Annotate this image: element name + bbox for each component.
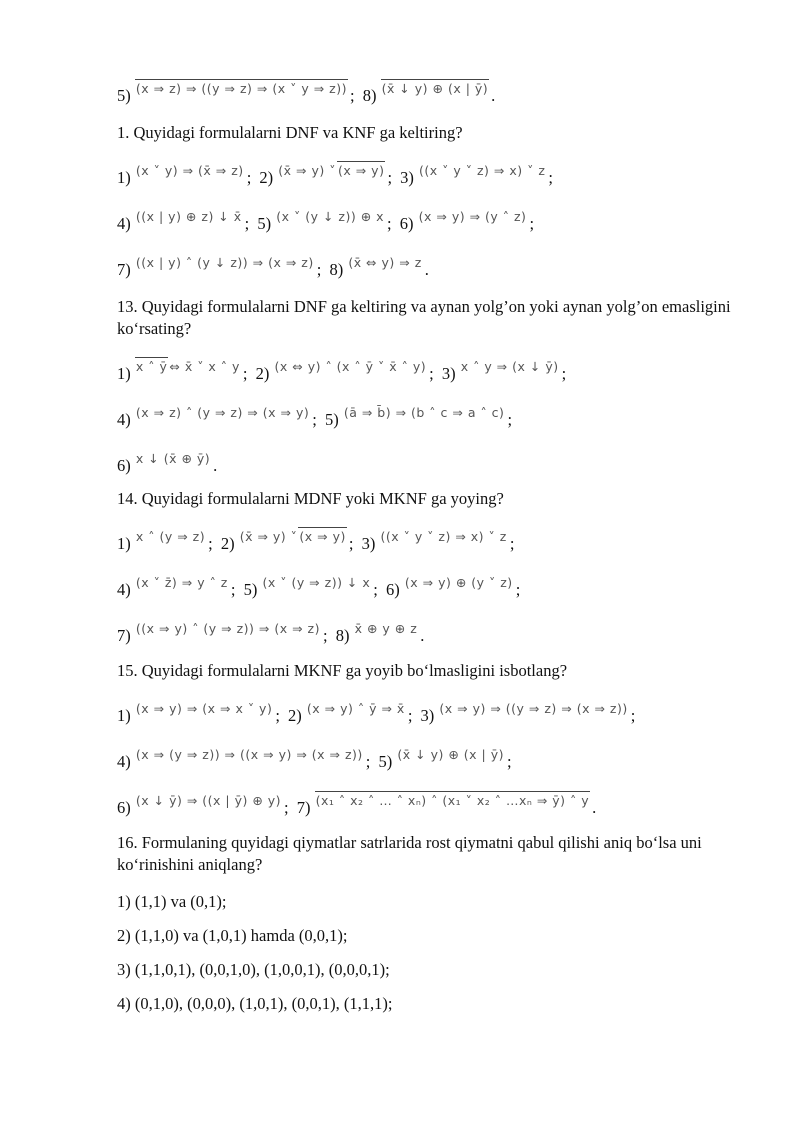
- section-14-line-3: [117, 621, 428, 646]
- formula-overlined: (x ⇒ y): [337, 163, 385, 178]
- separator: ;: [387, 168, 393, 187]
- item-number: 1): [117, 364, 131, 383]
- formula: ((x | y) ˄ (y ↓ z)) ⇒ (x ⇒ z): [135, 255, 314, 270]
- item-number: 5): [243, 580, 258, 599]
- section-13-line-2: [117, 405, 516, 430]
- item-number: 2): [255, 364, 270, 383]
- formula: (x̄ ⇒ y) ˅: [239, 529, 298, 544]
- formula: (x̄ ⇒ y) ˅: [278, 163, 336, 178]
- separator: ;: [407, 706, 413, 725]
- separator: ;: [316, 260, 322, 279]
- formula: (x ⇒ z) ˄ (y ⇒ z) ⇒ (x ⇒ y): [135, 405, 310, 420]
- item-number: 7): [117, 260, 131, 279]
- list-item: 1) (1,1) va (0,1);: [117, 892, 227, 911]
- section-14-heading: 14. Quyidagi formulalarni MDNF yoki MKNF ga yoying?: [117, 489, 504, 508]
- item-number: 7): [117, 626, 131, 645]
- formula: (x̄ ↓ y) ⊕ (x | ȳ): [381, 81, 489, 96]
- section-16-heading: 16. Formulaning quyidagi qiymatlar satrlarida rost qiymatni qabul qilishi aniq bo‘lsa uni ko‘rinishini aniqlang?: [117, 833, 702, 874]
- item-number: 2): [259, 168, 274, 187]
- separator: ;: [506, 752, 512, 771]
- separator: .: [491, 86, 496, 105]
- item-number: 1): [117, 168, 131, 187]
- item-number: 5): [257, 214, 272, 233]
- separator: ;: [246, 168, 252, 187]
- item-number: 8): [329, 260, 344, 279]
- item-number: 2): [288, 706, 302, 725]
- list-item: 4) (0,1,0), (0,0,0), (1,0,1), (0,0,1), (1,1,1);: [117, 994, 393, 1013]
- item-number: 1): [117, 706, 131, 725]
- item-number: 7): [296, 798, 311, 817]
- item-number: 5): [324, 410, 339, 429]
- section-14-line-2: [117, 575, 524, 600]
- formula: (x ⇒ y) ⇒ (x ⇒ x ˅ y): [135, 701, 273, 716]
- formula: (x ˅ (y ⇒ z)) ↓ x: [262, 575, 371, 590]
- section-13-line-1: [117, 359, 570, 384]
- list-item: 3) (1,1,0,1), (0,0,1,0), (1,0,0,1), (0,0,0,1);: [117, 960, 390, 979]
- section-1-heading: 1. Quyidagi formulalarni DNF va KNF ga keltiring?: [117, 123, 463, 142]
- section-1-line-2: [117, 209, 538, 234]
- section-15-line-3: [117, 793, 600, 818]
- formula: (x ⇒ y) ˄ ȳ ⇒ x̄: [306, 701, 405, 716]
- formula: ⇔ x̄ ˅ x ˄ y: [169, 359, 240, 374]
- separator: ;: [312, 410, 317, 429]
- separator: ;: [548, 168, 553, 187]
- formula: ((x ˅ y ˅ z) ⇒ x) ˅ z: [419, 163, 546, 178]
- item-number: 4): [117, 410, 131, 429]
- formula: (x ⇒ y) ⊕ (y ˅ z): [404, 575, 513, 590]
- formula: (x ⇒ z) ⇒ ((y ⇒ z) ⇒ (x ˅ y ⇒ z)): [135, 81, 347, 96]
- formula-overlined: (x₁ ˄ x₂ ˄ … ˄ xₙ) ˄ (x₁ ˅ x₂ ˄ …xₙ ⇒ ȳ) ˄ y: [315, 793, 590, 808]
- formula: (x ↓ ȳ) ⇒ ((x | ȳ) ⊕ y): [135, 793, 282, 808]
- separator: ;: [509, 534, 515, 553]
- top-formula-line: [117, 81, 499, 106]
- separator: ;: [507, 410, 513, 429]
- item-number: 6): [117, 456, 131, 475]
- section-15-line-1: [117, 701, 639, 726]
- separator: ;: [515, 580, 521, 599]
- item-number: 6): [386, 580, 400, 599]
- item-number: 3): [441, 364, 456, 383]
- formula: x ˄ (y ⇒ z): [135, 529, 206, 544]
- item-number: 3): [420, 706, 435, 725]
- separator: ;: [373, 580, 378, 599]
- section-15-heading: 15. Quyidagi formulalarni MKNF ga yoyib bo‘lmasligini isbotlang?: [117, 661, 568, 680]
- formula: ((x ⇒ y) ˄ (y ⇒ z)) ⇒ (x ⇒ z): [135, 621, 320, 636]
- separator: ;: [529, 214, 535, 233]
- formula: (x ⇔ y) ˄ (x ˄ ȳ ˅ x̄ ˄ y): [274, 359, 427, 374]
- separator: ;: [429, 364, 434, 383]
- separator: ;: [230, 580, 236, 599]
- list-item: 2) (1,1,0) va (1,0,1) hamda (0,0,1);: [117, 926, 348, 945]
- section-1-line-3: [117, 255, 433, 280]
- item-number: 1): [117, 534, 131, 553]
- formula: (x ˅ z̄) ⇒ y ˄ z: [135, 575, 228, 590]
- item-number: 4): [117, 214, 131, 233]
- separator: ;: [365, 752, 371, 771]
- formula: (x ˅ (y ↓ z)) ⊕ x: [276, 209, 385, 224]
- separator: ;: [348, 534, 354, 553]
- separator: ;: [242, 364, 248, 383]
- item-number: 2): [220, 534, 235, 553]
- formula: (x̄ ↓ y) ⊕ (x | ȳ): [397, 747, 504, 762]
- section-13-line-3: [117, 451, 221, 476]
- section-15-line-2: [117, 747, 516, 772]
- separator: ;: [349, 86, 355, 105]
- value-row-list: [117, 892, 392, 1028]
- section-13-heading: 13. Quyidagi formulalarni DNF ga keltiring va aynan yolg’on yoki aynan yolg’on emasligini ko‘rsating?: [117, 297, 731, 338]
- separator: .: [420, 626, 425, 645]
- item-number: 5): [117, 86, 131, 105]
- separator: ;: [244, 214, 250, 233]
- separator: .: [592, 798, 597, 817]
- section-1-line-1: [117, 163, 557, 188]
- formula: x̄ ⊕ y ⊕ z: [354, 621, 418, 636]
- item-number: 8): [335, 626, 350, 645]
- formula: ((x ˅ y ˅ z) ⇒ x) ˅ z: [380, 529, 507, 544]
- formula: x ↓ (x̄ ⊕ ȳ): [135, 451, 211, 466]
- formula: (x ⇒ (y ⇒ z)) ⇒ ((x ⇒ y) ⇒ (x ⇒ z)): [135, 747, 363, 762]
- formula-overlined: (x ⇒ y): [299, 529, 346, 544]
- formula: (x ⇒ y) ⇒ ((y ⇒ z) ⇒ (x ⇒ z)): [439, 701, 628, 716]
- formula: (ā ⇒ b̄) ⇒ (b ˄ c ⇒ a ˄ c): [343, 405, 505, 420]
- separator: ;: [561, 364, 567, 383]
- separator: ;: [284, 798, 289, 817]
- section-14-line-1: [117, 529, 518, 554]
- separator: .: [213, 456, 218, 475]
- item-number: 8): [362, 86, 377, 105]
- item-number: 3): [361, 534, 376, 553]
- separator: ;: [208, 534, 213, 553]
- formula: ((x | y) ⊕ z) ↓ x̄: [135, 209, 242, 224]
- formula: (x̄ ⇔ y) ⇒ z: [348, 255, 422, 270]
- item-number: 5): [378, 752, 393, 771]
- separator: .: [424, 260, 429, 279]
- separator: ;: [275, 706, 280, 725]
- formula: x ˄ y ⇒ (x ↓ ȳ): [460, 359, 559, 374]
- item-number: 3): [400, 168, 414, 187]
- item-number: 4): [117, 580, 131, 599]
- separator: ;: [387, 214, 392, 233]
- formula: (x ⇒ y) ⇒ (y ˄ z): [418, 209, 527, 224]
- separator: ;: [322, 626, 328, 645]
- formula-overlined: x ˄ ȳ: [135, 359, 168, 374]
- item-number: 6): [399, 214, 414, 233]
- item-number: 4): [117, 752, 131, 771]
- formula: (x ˅ y) ⇒ (x̄ ⇒ z): [135, 163, 244, 178]
- separator: ;: [630, 706, 636, 725]
- item-number: 6): [117, 798, 131, 817]
